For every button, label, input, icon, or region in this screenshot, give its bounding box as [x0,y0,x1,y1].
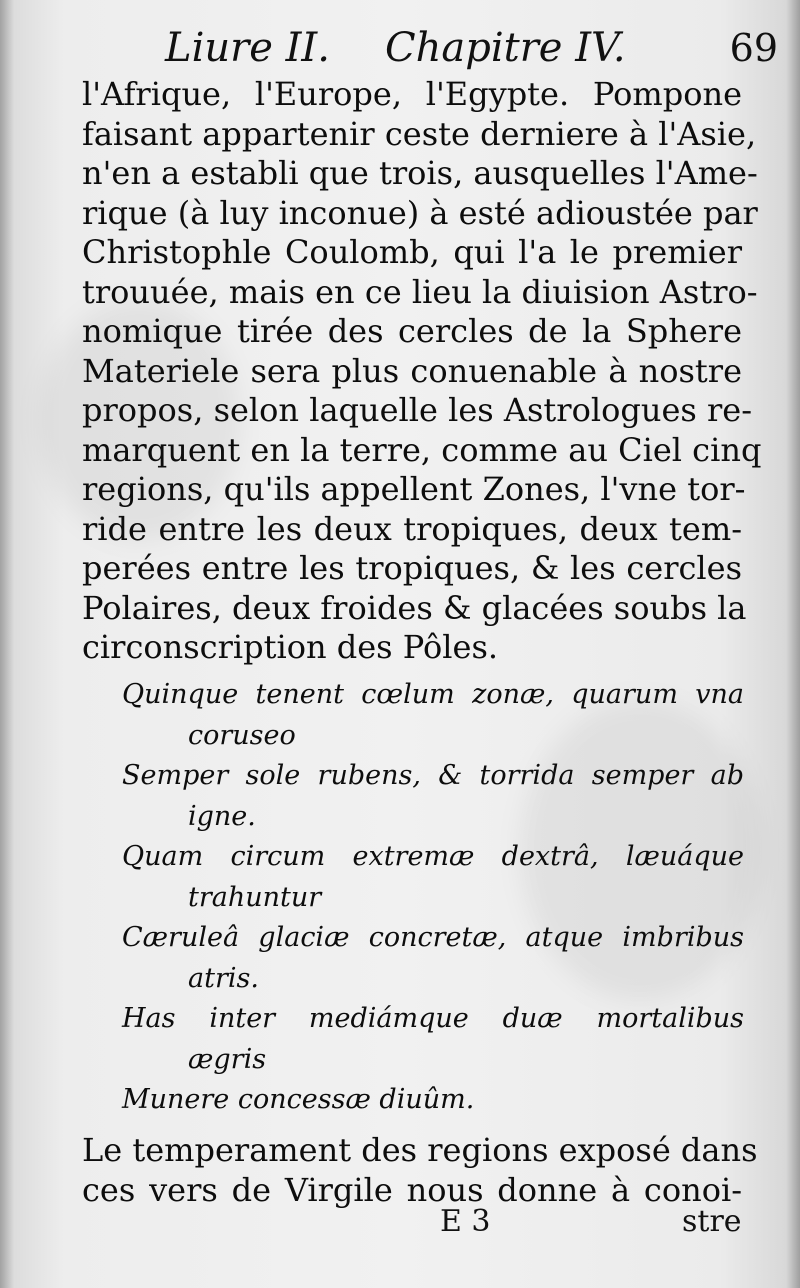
verse-line: coruseo [188,719,296,751]
chapter-title: Chapitre IV. [385,25,626,71]
text-line: propos, selon laquelle les Astrologues re- [82,391,753,429]
text-line: ride entre les deux tropiques, deux tem- [82,509,742,548]
page-number: 69 [729,26,778,70]
text-line: marquent en la terre, comme au Ciel cinq [82,430,762,469]
text-line: circonscription des Pôles. [82,628,499,666]
verse-line: ægris [188,1043,267,1075]
book-title: Liure II. [165,25,330,71]
verse-line: Munere concessæ diuûm. [122,1084,475,1115]
text-line: n'en a establi que trois, ausquelles l'Ame- [82,154,758,192]
verse-line: trahuntur [188,881,322,913]
text-line: faisant appartenir ceste derniere à l'Asie, [82,114,757,153]
right-edge-shadow [786,0,800,1288]
signature-mark: E 3 [440,1204,491,1239]
text-line: Christophle Coulomb, qui l'a le premier [82,233,742,271]
text-line: nomique tirée des cercles de la Sphere [82,312,742,350]
text-line: Le temperament des regions exposé dans [82,1131,758,1169]
verse-line: Quinque tenent cœlum zonæ, quarum vna [122,679,744,710]
verse-line: Quam circum extremæ dextrâ, læuáque [122,841,744,872]
running-header [0,12,800,72]
text-line: Materiele sera plus conuenable à nostre [82,351,742,390]
text-line: Polaires, deux froides & glacées soubs la [82,588,747,627]
text-line: regions, qu'ils appellent Zones, l'vne tor- [82,470,746,508]
verse-line: igne. [188,800,256,832]
verse-line: Has inter mediámque duæ mortalibus [122,1003,744,1034]
verse-line: atris. [188,962,259,994]
verse-line: Cæruleâ glaciæ concretæ, atque imbribus [122,922,744,953]
left-edge-shadow [0,0,14,1288]
verse-line: Semper sole rubens, & torrida semper ab [122,760,744,791]
text-line: trouuée, mais en ce lieu la diuision Astro- [82,272,758,311]
text-line: l'Afrique, l'Europe, l'Egypte. Pompone [82,75,742,113]
text-line: perées entre les tropiques, & les cercles [82,549,742,587]
catchword: stre [682,1204,742,1239]
text-line: ces vers de Virgile nous donne à conoi- [82,1171,742,1209]
text-line: rique (à luy inconue) à esté adioustée par [82,193,758,232]
